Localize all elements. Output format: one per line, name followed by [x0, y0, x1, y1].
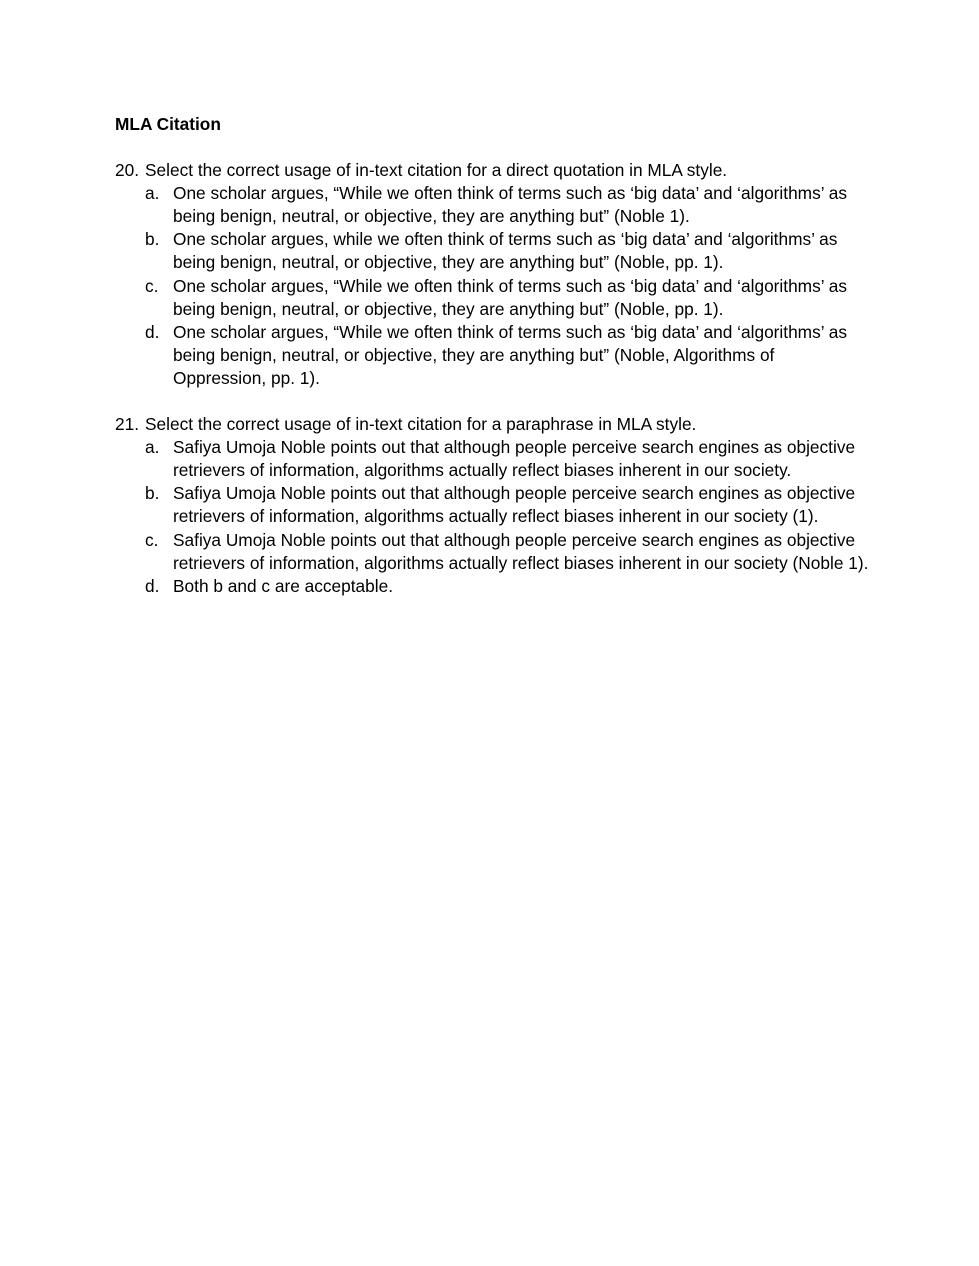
answer-option-a [115, 182, 870, 228]
option-text: One scholar argues, “While we often think of terms such as ‘big data’ and ‘algorithms’ as being benign, neutral, or objective, they are anything but” (Noble, pp. 1). [173, 275, 847, 319]
answer-option-b [115, 228, 870, 274]
answer-option-d [115, 575, 870, 598]
option-letter: a. [145, 437, 160, 458]
question-21 [115, 413, 870, 598]
option-letter: b. [145, 229, 160, 250]
question-20 [115, 159, 870, 390]
option-text: One scholar argues, “While we often think of terms such as ‘big data’ and ‘algorithms’ as being benign, neutral, or objective, they are anything but” (Noble, Algorithms of Oppression, pp. 1). [173, 321, 847, 388]
option-letter: c. [145, 529, 159, 550]
answer-options [115, 436, 870, 598]
option-text: One scholar argues, “While we often think of terms such as ‘big data’ and ‘algorithms’ as being benign, neutral, or objective, they are anything but” (Noble 1). [173, 183, 847, 227]
option-text: Safiya Umoja Noble points out that although people perceive search engines as objective retrievers of information, algorithms actually reflect biases inherent in our society. [173, 437, 856, 481]
option-letter: d. [145, 321, 160, 342]
question-number: 21. [115, 414, 140, 435]
document-page [115, 113, 870, 621]
option-letter: d. [145, 575, 160, 596]
question-prompt: Select the correct usage of in-text citation for a paraphrase in MLA style. [145, 414, 697, 435]
option-text: Both b and c are acceptable. [173, 575, 394, 596]
option-letter: c. [145, 275, 159, 296]
answer-option-d [115, 321, 870, 390]
option-letter: b. [145, 483, 160, 504]
answer-option-c [115, 529, 870, 575]
answer-options [115, 182, 870, 390]
option-letter: a. [145, 183, 160, 204]
question-number: 20. [115, 160, 140, 181]
answer-option-c [115, 275, 870, 321]
answer-option-b [115, 482, 870, 528]
option-text: One scholar argues, while we often think of terms such as ‘big data’ and ‘algorithms’ as being benign, neutral, or objective, they are anything but” (Noble, pp. 1). [173, 229, 838, 273]
option-text: Safiya Umoja Noble points out that although people perceive search engines as objective retrievers of information, algorithms actually reflect biases inherent in our society (1). [173, 483, 856, 527]
question-prompt-line [115, 413, 870, 436]
option-text: Safiya Umoja Noble points out that although people perceive search engines as objective retrievers of information, algorithms actually reflect biases inherent in our society (Noble 1). [173, 529, 869, 573]
section-heading: MLA Citation [115, 114, 221, 134]
question-prompt: Select the correct usage of in-text citation for a direct quotation in MLA style. [145, 160, 728, 181]
answer-option-a [115, 436, 870, 482]
question-prompt-line [115, 159, 870, 182]
